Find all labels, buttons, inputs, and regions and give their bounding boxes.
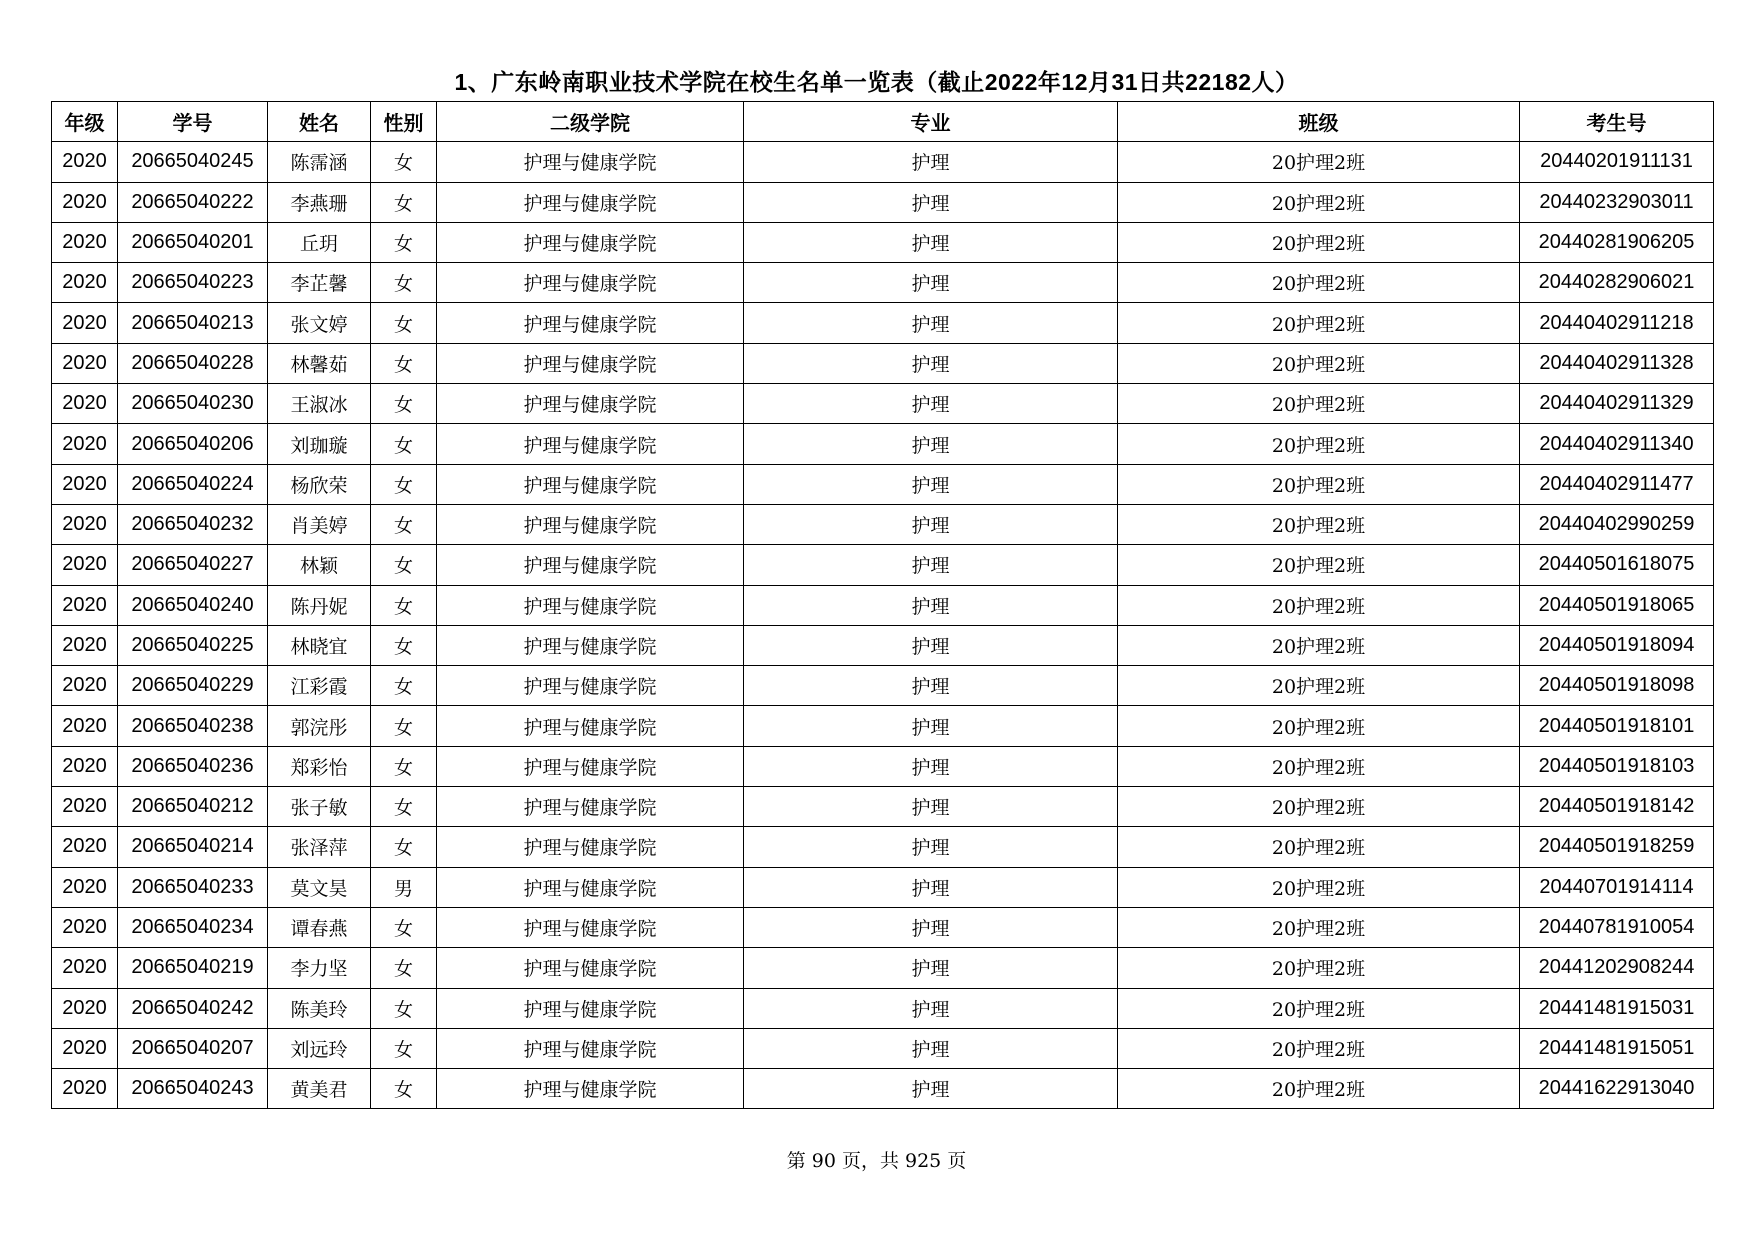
cell-student-id: 20665040222 xyxy=(118,182,268,222)
table-row xyxy=(52,142,1714,182)
cell-name: 肖美婷 xyxy=(268,504,371,544)
cell-student-id: 20665040227 xyxy=(118,545,268,585)
header-student-id: 学号 xyxy=(118,102,268,142)
cell-exam-number: 20440232903011 xyxy=(1520,182,1714,222)
cell-student-id: 20665040230 xyxy=(118,384,268,424)
cell-class: 20护理2班 xyxy=(1118,424,1520,464)
cell-class: 20护理2班 xyxy=(1118,222,1520,262)
cell-grade: 2020 xyxy=(52,263,118,303)
cell-gender: 女 xyxy=(371,182,437,222)
cell-gender: 女 xyxy=(371,263,437,303)
cell-grade: 2020 xyxy=(52,787,118,827)
header-major: 专业 xyxy=(744,102,1118,142)
cell-grade: 2020 xyxy=(52,182,118,222)
table-row xyxy=(52,222,1714,262)
cell-class: 20护理2班 xyxy=(1118,746,1520,786)
cell-grade: 2020 xyxy=(52,142,118,182)
cell-class: 20护理2班 xyxy=(1118,343,1520,383)
cell-exam-number: 20440501918098 xyxy=(1520,666,1714,706)
table-row xyxy=(52,263,1714,303)
cell-student-id: 20665040201 xyxy=(118,222,268,262)
cell-major: 护理 xyxy=(744,948,1118,988)
cell-gender: 女 xyxy=(371,907,437,947)
cell-gender: 女 xyxy=(371,1069,437,1109)
cell-grade: 2020 xyxy=(52,1028,118,1068)
cell-grade: 2020 xyxy=(52,384,118,424)
cell-exam-number: 20440402911328 xyxy=(1520,343,1714,383)
cell-class: 20护理2班 xyxy=(1118,827,1520,867)
cell-grade: 2020 xyxy=(52,343,118,383)
cell-name: 谭春燕 xyxy=(268,907,371,947)
cell-name: 丘玥 xyxy=(268,222,371,262)
cell-class: 20护理2班 xyxy=(1118,585,1520,625)
table-body xyxy=(52,142,1714,1109)
cell-grade: 2020 xyxy=(52,545,118,585)
cell-major: 护理 xyxy=(744,545,1118,585)
cell-name: 莫文昊 xyxy=(268,867,371,907)
cell-exam-number: 20440501918142 xyxy=(1520,787,1714,827)
table-row xyxy=(52,988,1714,1028)
cell-student-id: 20665040236 xyxy=(118,746,268,786)
table-row xyxy=(52,384,1714,424)
cell-class: 20护理2班 xyxy=(1118,464,1520,504)
table-row xyxy=(52,867,1714,907)
cell-student-id: 20665040243 xyxy=(118,1069,268,1109)
cell-name: 李力坚 xyxy=(268,948,371,988)
cell-college: 护理与健康学院 xyxy=(437,142,744,182)
cell-college: 护理与健康学院 xyxy=(437,424,744,464)
cell-college: 护理与健康学院 xyxy=(437,827,744,867)
cell-name: 陈美玲 xyxy=(268,988,371,1028)
table-row xyxy=(52,746,1714,786)
cell-college: 护理与健康学院 xyxy=(437,384,744,424)
cell-class: 20护理2班 xyxy=(1118,182,1520,222)
cell-exam-number: 20440281906205 xyxy=(1520,222,1714,262)
cell-grade: 2020 xyxy=(52,424,118,464)
cell-college: 护理与健康学院 xyxy=(437,706,744,746)
cell-exam-number: 20440781910054 xyxy=(1520,907,1714,947)
table-row xyxy=(52,343,1714,383)
cell-exam-number: 20441202908244 xyxy=(1520,948,1714,988)
table-row xyxy=(52,585,1714,625)
document-title: 1、广东岭南职业技术学院在校生名单一览表（截止2022年12月31日共22182人） xyxy=(454,69,1299,95)
cell-exam-number: 20440501918101 xyxy=(1520,706,1714,746)
cell-name: 林颖 xyxy=(268,545,371,585)
cell-exam-number: 20440282906021 xyxy=(1520,263,1714,303)
cell-gender: 女 xyxy=(371,666,437,706)
cell-gender: 女 xyxy=(371,746,437,786)
table-row xyxy=(52,1069,1714,1109)
cell-college: 护理与健康学院 xyxy=(437,746,744,786)
cell-name: 林晓宜 xyxy=(268,625,371,665)
cell-gender: 女 xyxy=(371,464,437,504)
cell-grade: 2020 xyxy=(52,948,118,988)
cell-grade: 2020 xyxy=(52,504,118,544)
cell-major: 护理 xyxy=(744,1069,1118,1109)
table-row xyxy=(52,1028,1714,1068)
table-row xyxy=(52,666,1714,706)
cell-college: 护理与健康学院 xyxy=(437,625,744,665)
page-footer: 第 90 页，共 925 页 xyxy=(786,1150,967,1172)
cell-gender: 女 xyxy=(371,948,437,988)
cell-college: 护理与健康学院 xyxy=(437,867,744,907)
cell-major: 护理 xyxy=(744,907,1118,947)
cell-name: 刘远玲 xyxy=(268,1028,371,1068)
cell-gender: 女 xyxy=(371,827,437,867)
table-row xyxy=(52,787,1714,827)
cell-student-id: 20665040229 xyxy=(118,666,268,706)
table-header xyxy=(52,102,1714,142)
table-row xyxy=(52,907,1714,947)
cell-exam-number: 20440501918103 xyxy=(1520,746,1714,786)
cell-gender: 女 xyxy=(371,1028,437,1068)
cell-exam-number: 20440701914114 xyxy=(1520,867,1714,907)
cell-name: 郭浣彤 xyxy=(268,706,371,746)
cell-major: 护理 xyxy=(744,263,1118,303)
cell-student-id: 20665040213 xyxy=(118,303,268,343)
cell-student-id: 20665040207 xyxy=(118,1028,268,1068)
cell-grade: 2020 xyxy=(52,222,118,262)
cell-grade: 2020 xyxy=(52,666,118,706)
cell-exam-number: 20441481915051 xyxy=(1520,1028,1714,1068)
cell-grade: 2020 xyxy=(52,464,118,504)
cell-class: 20护理2班 xyxy=(1118,142,1520,182)
table-row xyxy=(52,464,1714,504)
cell-college: 护理与健康学院 xyxy=(437,464,744,504)
cell-exam-number: 20440201911131 xyxy=(1520,142,1714,182)
cell-major: 护理 xyxy=(744,464,1118,504)
header-college: 二级学院 xyxy=(437,102,744,142)
cell-student-id: 20665040245 xyxy=(118,142,268,182)
cell-name: 杨欣荣 xyxy=(268,464,371,504)
cell-name: 陈霈涵 xyxy=(268,142,371,182)
cell-college: 护理与健康学院 xyxy=(437,504,744,544)
cell-gender: 女 xyxy=(371,424,437,464)
cell-student-id: 20665040219 xyxy=(118,948,268,988)
cell-name: 张文婷 xyxy=(268,303,371,343)
cell-major: 护理 xyxy=(744,424,1118,464)
cell-name: 张泽萍 xyxy=(268,827,371,867)
cell-college: 护理与健康学院 xyxy=(437,1069,744,1109)
cell-major: 护理 xyxy=(744,988,1118,1028)
cell-exam-number: 20440402911218 xyxy=(1520,303,1714,343)
cell-major: 护理 xyxy=(744,706,1118,746)
cell-gender: 女 xyxy=(371,585,437,625)
cell-exam-number: 20440402990259 xyxy=(1520,504,1714,544)
cell-class: 20护理2班 xyxy=(1118,625,1520,665)
cell-class: 20护理2班 xyxy=(1118,263,1520,303)
cell-student-id: 20665040240 xyxy=(118,585,268,625)
cell-grade: 2020 xyxy=(52,867,118,907)
cell-name: 黄美君 xyxy=(268,1069,371,1109)
cell-exam-number: 20440501618075 xyxy=(1520,545,1714,585)
cell-grade: 2020 xyxy=(52,706,118,746)
cell-college: 护理与健康学院 xyxy=(437,907,744,947)
cell-gender: 女 xyxy=(371,343,437,383)
header-grade: 年级 xyxy=(52,102,118,142)
cell-major: 护理 xyxy=(744,384,1118,424)
cell-college: 护理与健康学院 xyxy=(437,787,744,827)
cell-college: 护理与健康学院 xyxy=(437,343,744,383)
cell-college: 护理与健康学院 xyxy=(437,666,744,706)
cell-grade: 2020 xyxy=(52,585,118,625)
cell-major: 护理 xyxy=(744,343,1118,383)
cell-name: 王淑冰 xyxy=(268,384,371,424)
cell-student-id: 20665040242 xyxy=(118,988,268,1028)
cell-gender: 男 xyxy=(371,867,437,907)
cell-exam-number: 20440501918094 xyxy=(1520,625,1714,665)
cell-class: 20护理2班 xyxy=(1118,948,1520,988)
cell-name: 张子敏 xyxy=(268,787,371,827)
cell-name: 林馨茹 xyxy=(268,343,371,383)
table-row xyxy=(52,625,1714,665)
cell-gender: 女 xyxy=(371,384,437,424)
cell-class: 20护理2班 xyxy=(1118,988,1520,1028)
cell-student-id: 20665040212 xyxy=(118,787,268,827)
cell-exam-number: 20440402911477 xyxy=(1520,464,1714,504)
cell-major: 护理 xyxy=(744,666,1118,706)
table-row xyxy=(52,827,1714,867)
cell-major: 护理 xyxy=(744,1028,1118,1068)
table-row xyxy=(52,504,1714,544)
cell-student-id: 20665040206 xyxy=(118,424,268,464)
cell-grade: 2020 xyxy=(52,1069,118,1109)
header-row xyxy=(52,102,1714,142)
cell-exam-number: 20440402911340 xyxy=(1520,424,1714,464)
cell-college: 护理与健康学院 xyxy=(437,988,744,1028)
cell-name: 陈丹妮 xyxy=(268,585,371,625)
cell-class: 20护理2班 xyxy=(1118,1069,1520,1109)
cell-exam-number: 20441622913040 xyxy=(1520,1069,1714,1109)
cell-major: 护理 xyxy=(744,182,1118,222)
cell-class: 20护理2班 xyxy=(1118,706,1520,746)
cell-college: 护理与健康学院 xyxy=(437,948,744,988)
cell-grade: 2020 xyxy=(52,907,118,947)
cell-gender: 女 xyxy=(371,706,437,746)
cell-gender: 女 xyxy=(371,625,437,665)
table-row xyxy=(52,424,1714,464)
cell-grade: 2020 xyxy=(52,988,118,1028)
cell-student-id: 20665040234 xyxy=(118,907,268,947)
cell-gender: 女 xyxy=(371,988,437,1028)
cell-class: 20护理2班 xyxy=(1118,867,1520,907)
cell-name: 刘珈璇 xyxy=(268,424,371,464)
cell-student-id: 20665040228 xyxy=(118,343,268,383)
cell-class: 20护理2班 xyxy=(1118,666,1520,706)
cell-exam-number: 20440501918065 xyxy=(1520,585,1714,625)
table-row xyxy=(52,303,1714,343)
cell-gender: 女 xyxy=(371,504,437,544)
cell-class: 20护理2班 xyxy=(1118,787,1520,827)
header-name: 姓名 xyxy=(268,102,371,142)
cell-class: 20护理2班 xyxy=(1118,545,1520,585)
cell-student-id: 20665040223 xyxy=(118,263,268,303)
cell-major: 护理 xyxy=(744,625,1118,665)
cell-class: 20护理2班 xyxy=(1118,303,1520,343)
cell-major: 护理 xyxy=(744,504,1118,544)
table-row xyxy=(52,182,1714,222)
cell-major: 护理 xyxy=(744,303,1118,343)
cell-name: 郑彩怡 xyxy=(268,746,371,786)
cell-grade: 2020 xyxy=(52,303,118,343)
cell-student-id: 20665040224 xyxy=(118,464,268,504)
cell-grade: 2020 xyxy=(52,746,118,786)
cell-class: 20护理2班 xyxy=(1118,1028,1520,1068)
cell-major: 护理 xyxy=(744,827,1118,867)
cell-gender: 女 xyxy=(371,142,437,182)
table-row xyxy=(52,706,1714,746)
cell-name: 江彩霞 xyxy=(268,666,371,706)
cell-gender: 女 xyxy=(371,303,437,343)
cell-college: 护理与健康学院 xyxy=(437,585,744,625)
cell-gender: 女 xyxy=(371,222,437,262)
cell-exam-number: 20440501918259 xyxy=(1520,827,1714,867)
cell-name: 李燕珊 xyxy=(268,182,371,222)
student-roster-table xyxy=(51,101,1714,1109)
cell-class: 20护理2班 xyxy=(1118,907,1520,947)
cell-student-id: 20665040214 xyxy=(118,827,268,867)
cell-name: 李芷馨 xyxy=(268,263,371,303)
cell-gender: 女 xyxy=(371,545,437,585)
cell-major: 护理 xyxy=(744,867,1118,907)
cell-college: 护理与健康学院 xyxy=(437,182,744,222)
cell-college: 护理与健康学院 xyxy=(437,303,744,343)
cell-college: 护理与健康学院 xyxy=(437,1028,744,1068)
cell-major: 护理 xyxy=(744,142,1118,182)
cell-exam-number: 20441481915031 xyxy=(1520,988,1714,1028)
cell-major: 护理 xyxy=(744,222,1118,262)
header-gender: 性别 xyxy=(371,102,437,142)
cell-major: 护理 xyxy=(744,585,1118,625)
header-exam-number: 考生号 xyxy=(1520,102,1714,142)
cell-student-id: 20665040233 xyxy=(118,867,268,907)
cell-major: 护理 xyxy=(744,787,1118,827)
cell-student-id: 20665040238 xyxy=(118,706,268,746)
cell-student-id: 20665040232 xyxy=(118,504,268,544)
cell-class: 20护理2班 xyxy=(1118,384,1520,424)
cell-grade: 2020 xyxy=(52,827,118,867)
cell-grade: 2020 xyxy=(52,625,118,665)
cell-gender: 女 xyxy=(371,787,437,827)
cell-college: 护理与健康学院 xyxy=(437,545,744,585)
header-class: 班级 xyxy=(1118,102,1520,142)
cell-class: 20护理2班 xyxy=(1118,504,1520,544)
cell-college: 护理与健康学院 xyxy=(437,263,744,303)
cell-student-id: 20665040225 xyxy=(118,625,268,665)
table-row xyxy=(52,948,1714,988)
cell-college: 护理与健康学院 xyxy=(437,222,744,262)
cell-major: 护理 xyxy=(744,746,1118,786)
cell-exam-number: 20440402911329 xyxy=(1520,384,1714,424)
table-row xyxy=(52,545,1714,585)
